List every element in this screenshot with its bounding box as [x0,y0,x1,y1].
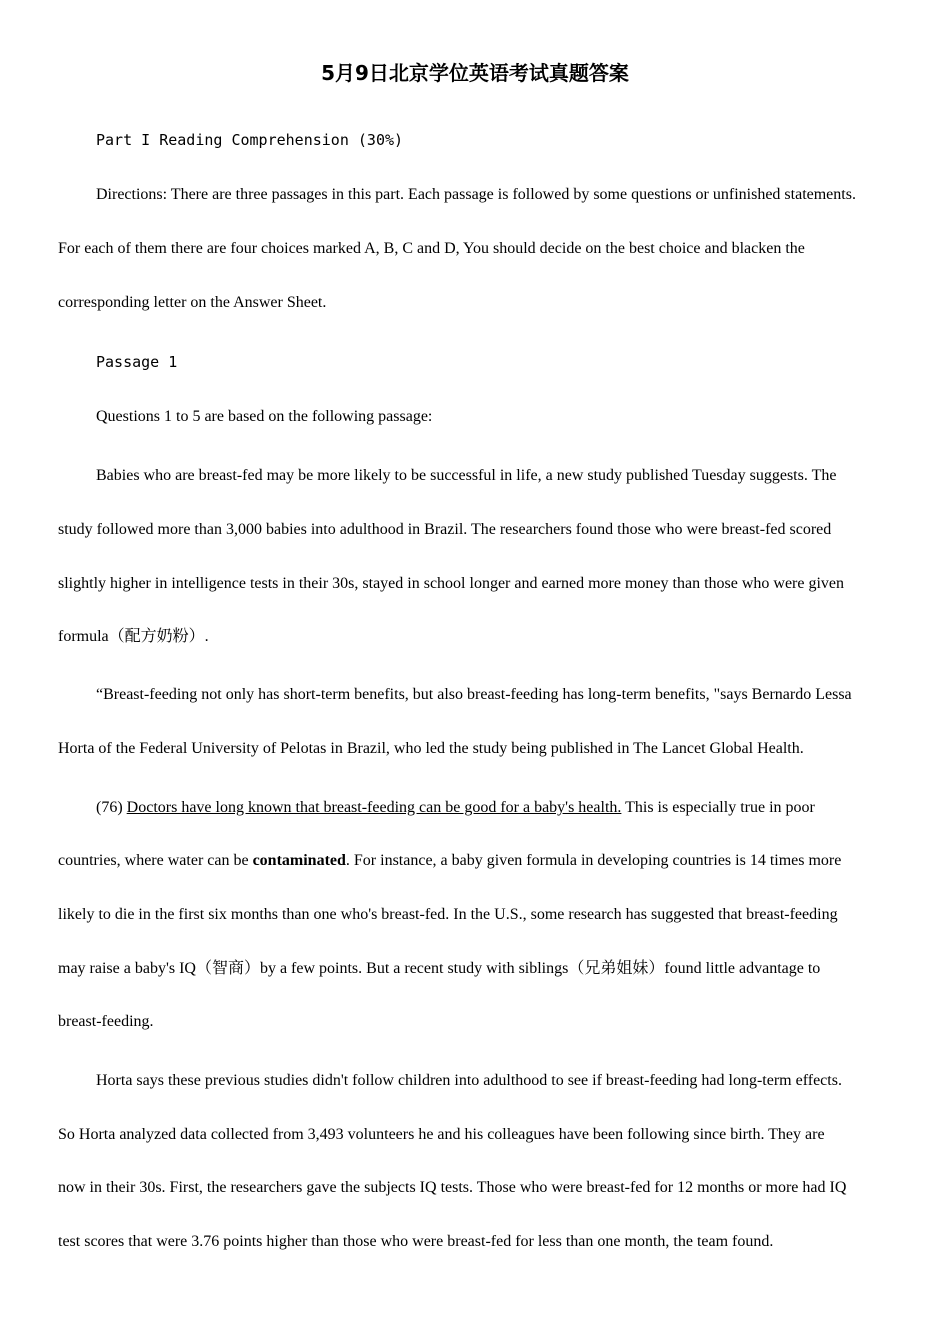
directions-line: corresponding letter on the Answer Sheet. [58,294,327,311]
paragraph-line: may raise a baby's IQ（智商）by a few points. But a recent study with siblings（兄弟姐妹）found little advantage to [58,960,821,977]
paragraph-line: breast-feeding. [58,1013,154,1030]
paragraph-line: “Breast-feeding not only has short-term benefits, but also breast-feeding has long-term benefits, "says Bernardo Lessa [96,686,852,703]
bold-word: contaminated [252,852,346,869]
sentence-text: countries, where water can be [58,852,253,869]
paragraph-line [96,797,815,819]
sentence-text: . For instance, a baby given formula in developing countries is 14 times more [345,852,842,869]
paragraph-line: Horta says these previous studies didn't follow children into adulthood to see if breast-feeding had long-term effects. [96,1072,842,1089]
underlined-sentence: Doctors have long known that breast-feeding can be good for a baby's health. [126,799,622,816]
document-title: 5月9日北京学位英语考试真题答案 [321,61,629,85]
question-number: (76) [96,799,127,816]
paragraph-line: So Horta analyzed data collected from 3,493 volunteers he and his colleagues have been following since birth. They are [58,1126,825,1143]
paragraph-line: Babies who are breast-fed may be more likely to be successful in life, a new study published Tuesday suggests. The [96,467,837,484]
directions-line: For each of them there are four choices marked A, B, C and D, You should decide on the best choice and blacken the [58,240,805,257]
paragraph-line: likely to die in the first six months than one who's breast-fed. In the U.S., some research has suggested that breast-feeding [58,906,838,923]
sentence-continuation: This is especially true in poor [621,799,815,816]
paragraph-line: test scores that were 3.76 points higher than those who were breast-fed for less than one month, the team found. [58,1233,774,1250]
part-heading: Part I Reading Comprehension (30%) [96,131,404,149]
paragraph-line: Horta of the Federal University of Pelotas in Brazil, who led the study being published in The Lancet Global Health. [58,740,804,757]
paragraph-line: slightly higher in intelligence tests in their 30s, stayed in school longer and earned more money than those who were given [58,575,845,592]
passage-heading: Passage 1 [96,353,178,371]
paragraph-line: now in their 30s. First, the researchers gave the subjects IQ tests. Those who were breast-fed for 12 months or more had IQ [58,1179,847,1196]
paragraph-line: formula（配方奶粉）. [58,628,209,645]
paragraph-line [58,850,841,872]
directions-line: Directions: There are three passages in this part. Each passage is followed by some questions or unfinished statements. [96,186,856,203]
paragraph-line: study followed more than 3,000 babies into adulthood in Brazil. The researchers found those who were breast-fed scored [58,521,832,538]
questions-intro: Questions 1 to 5 are based on the following passage: [96,408,433,425]
